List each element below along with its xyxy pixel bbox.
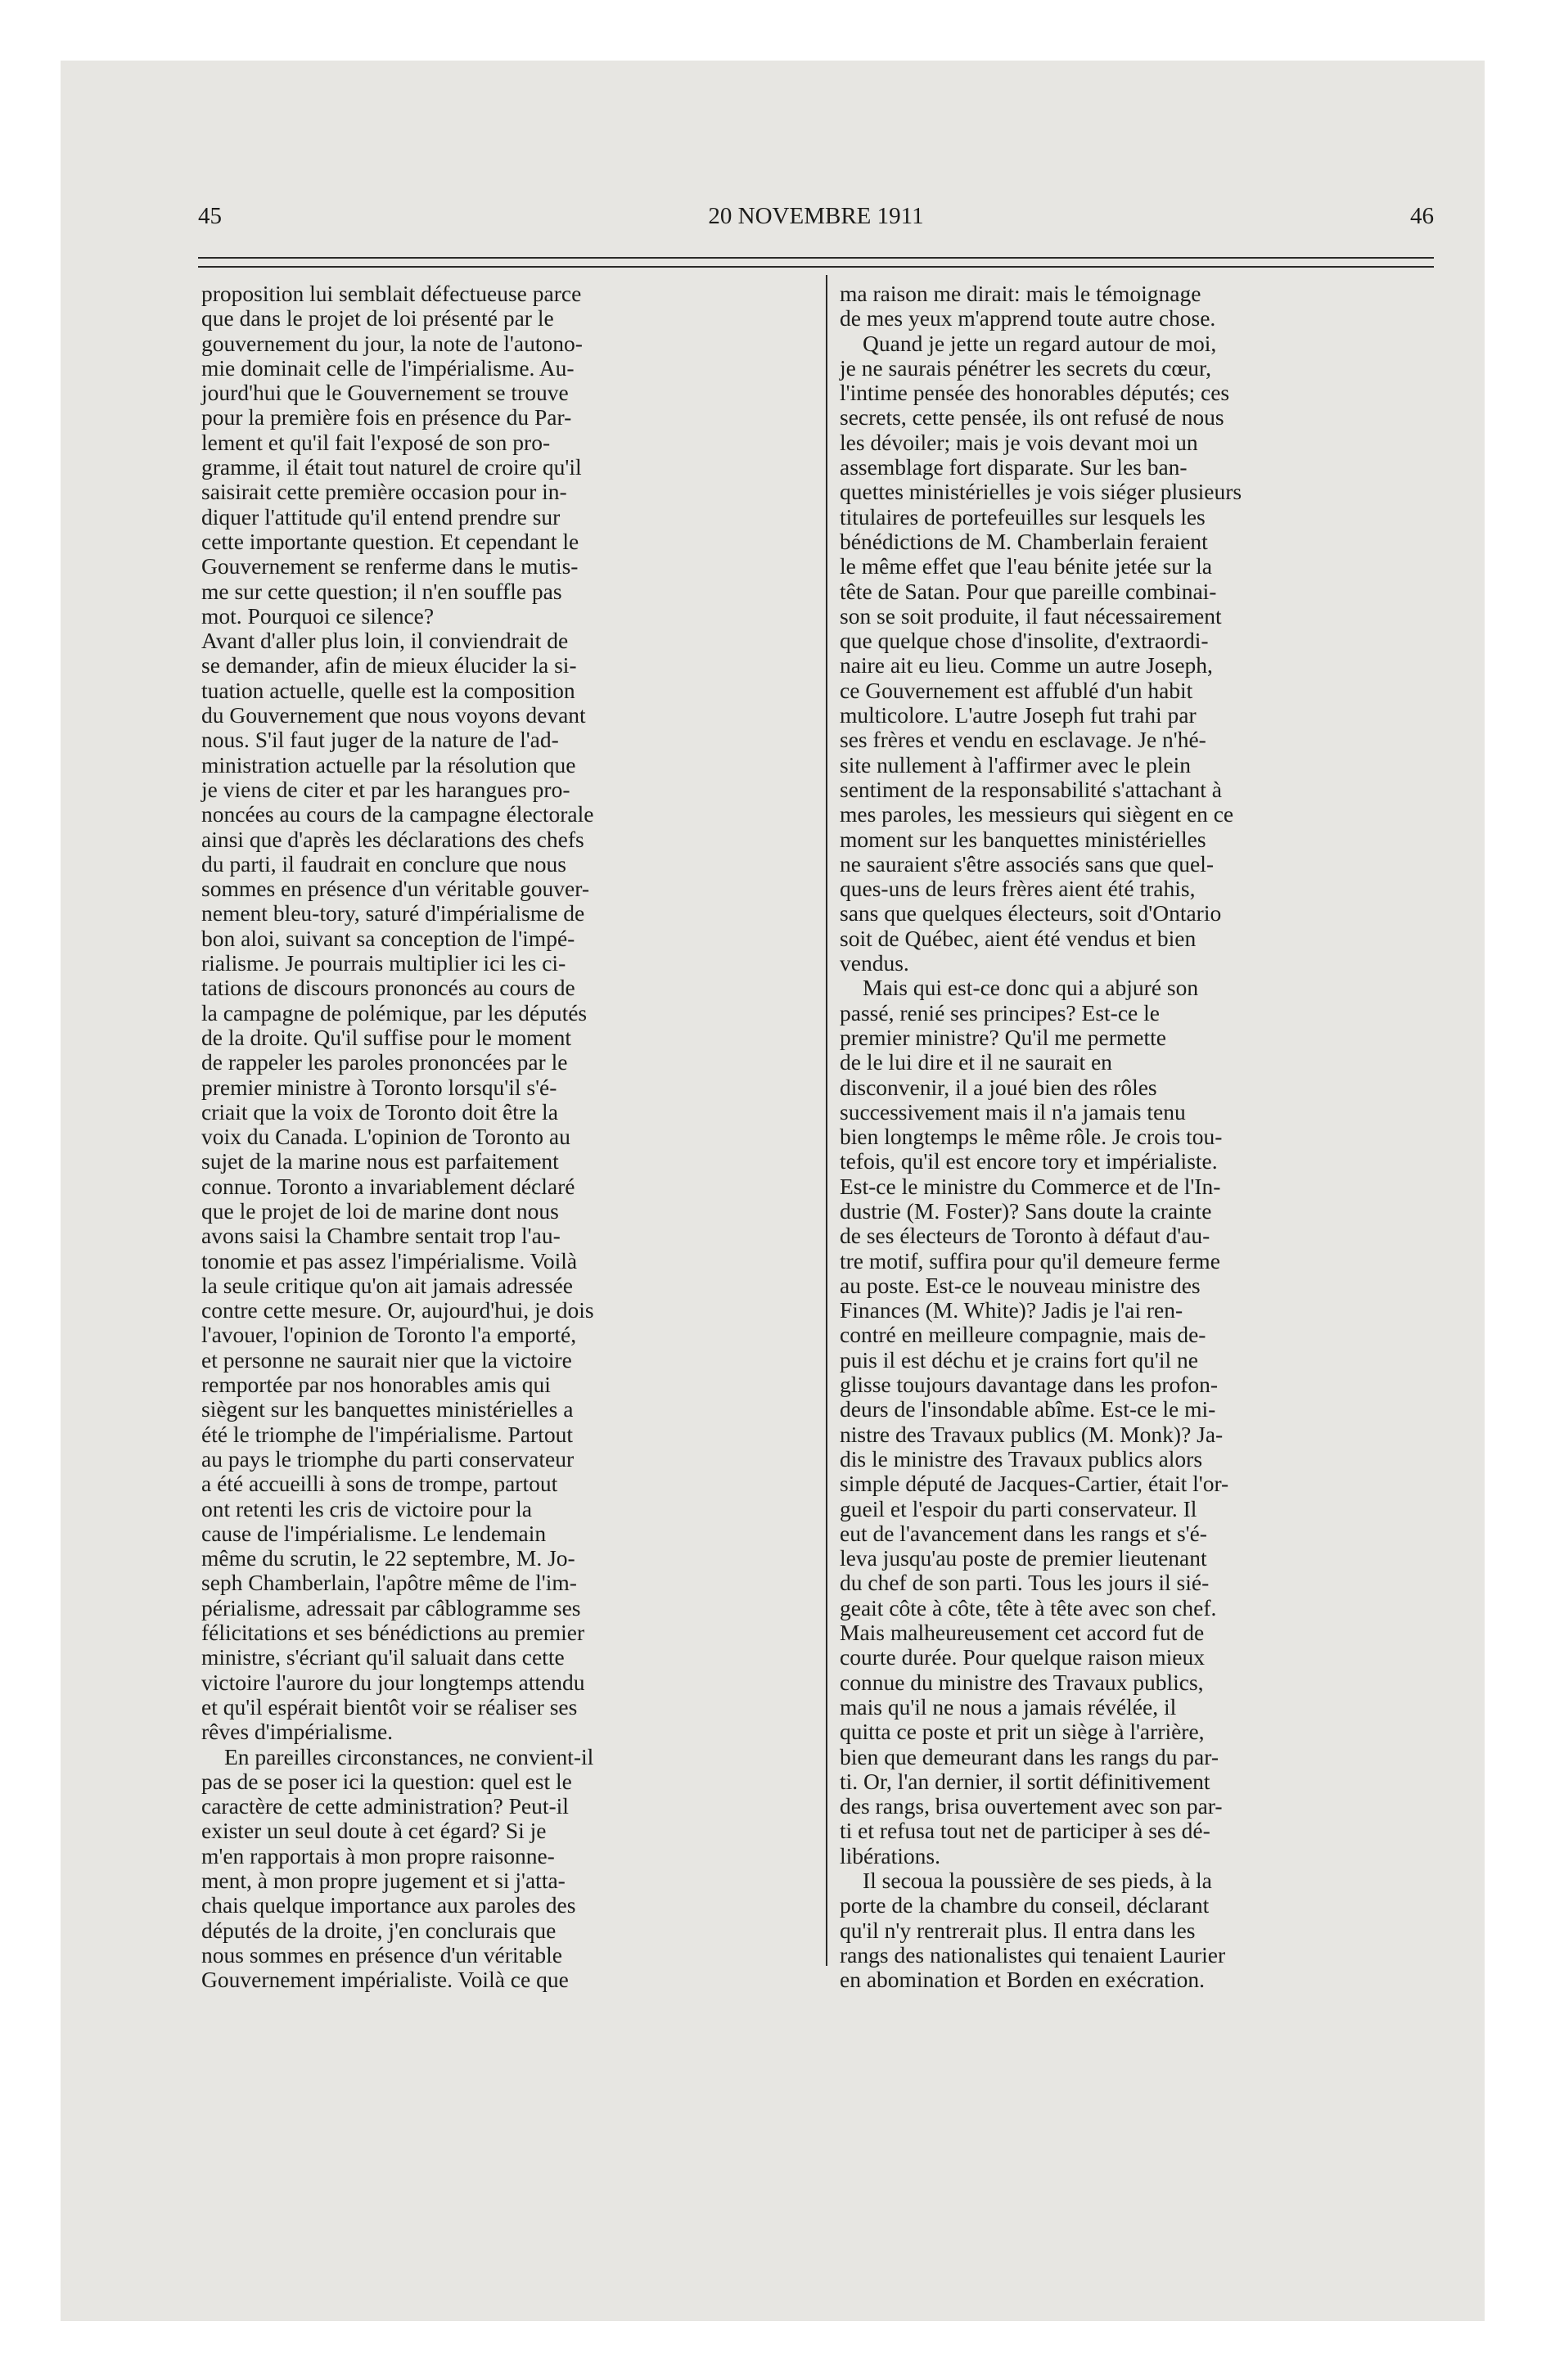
header-rule-bottom (198, 266, 1434, 268)
paragraph: Quand je jette un regard autour de moi, je ne saurais pénétrer les secrets du cœur, l'intime pensée des honorables députés; ces secrets, cette pensée, ils ont refusé de nous les dévoiler; mais je vois devant moi un assemblage fort disparate. Sur les ban- quettes ministérielles je vois siéger plusieurs titulaires de portefeuilles sur lesquels les bénédictions de M. Chamberlain feraient le même effet que l'eau bénite jetée sur la tête de Satan. Pour que pareille combinai- son se soit produite, il faut nécessairement que quelque chose d'insolite, d'extraordi- naire ait eu lieu. Comme un autre Joseph, ce Gouvernement est affublé d'un habit multicolore. L'autre Joseph fut trahi par ses frères et vendu en esclavage. Je n'hé- site nullement à l'affirmer avec le plein sentiment de la responsabilité s'attachant à mes paroles, les messieurs qui siègent en ce moment sur les banquettes ministérielles ne sauraient s'être associés sans que quel- ques-uns de leurs frères aient été trahis, sans que quelques électeurs, soit d'Ontario soit de Québec, aient été vendus et bien vendus. (840, 330, 1242, 976)
page-number-right: 46 (1410, 203, 1434, 229)
paragraph: Mais qui est-ce donc qui a abjuré son passé, renié ses principes? Est-ce le premier ministre? Qu'il me permette de le lui dire et il ne saurait en disconvenir, il a joué bien des rôles successivement mais il n'a jamais tenu bien longtemps le même rôle. Je crois tou- tefois, qu'il est encore tory et impérialiste. Est-ce le ministre du Commerce et de l'In- dustrie (M. Foster)? Sans doute la crainte de ses électeurs de Toronto à défaut d'au- tre motif, suffira pour qu'il demeure ferme au poste. Est-ce le nouveau ministre des Finances (M. White)? Jadis je l'ai ren- contré en meilleure compagnie, mais de- puis il est déchu et je crains fort qu'il ne glisse toujours davantage dans les profon- deurs de l'insondable abîme. Est-ce le mi- nistre des Travaux publics (M. Monk)? Ja- dis le ministre des Travaux publics alors simple député de Jacques-Cartier, était l'or- gueil et l'espoir du parti conservateur. Il eut de l'avancement dans les rangs et s'é- leva jusqu'au poste de premier lieutenant du chef de son parti. Tous les jours il sié- geait côte à côte, tête à tête avec son chef. Mais malheureusement cet accord fut de courte durée. Pour quelque raison mieux connue du ministre des Travaux publics, mais qu'il ne nous a jamais révélée, il quitta ce poste et prit un siège à l'arrière, bien que demeurant dans les rangs du par- ti. Or, l'an dernier, il sortit définitivement des rangs, brisa ouvertement avec son par- ti et refusa tout net de participer à ses dé- libérations. (840, 975, 1229, 1868)
paragraph: En pareilles circonstances, ne convient-il pas de se poser ici la question: quel est le caractère de cette administration? Peut-il exister un seul doute à cet égard? Si je m'en rapportais à mon propre raisonne- ment, à mon propre jugement et si j'atta- chais quelque importance aux paroles des députés de la droite, j'en conclurais que nous sommes en présence d'un véritable Gouvernement impérialiste. Voilà ce que (201, 1743, 594, 1993)
header-rule-top (198, 257, 1434, 259)
paragraph: Il secoua la poussière de ses pieds, à la porte de la chambre du conseil, déclarant qu'il n'y rentrerait plus. Il entra dans les rangs des nationalistes qui tenaient Laurier en abomination et Borden en exécration. (840, 1868, 1226, 1993)
paragraph: ma raison me dirait: mais le témoignage de mes yeux m'apprend toute autre chose. (840, 281, 1216, 331)
running-header (198, 198, 1434, 234)
header-date: 20 NOVEMBRE 1911 (708, 203, 924, 229)
column-divider (826, 275, 827, 1966)
left-column (201, 282, 812, 1992)
paragraph: proposition lui semblait défectueuse parce que dans le projet de loi présenté par le gouvernement du jour, la note de l'autono- mie dominait celle de l'impérialisme. Au- jourd'hui que le Gouvernement se trouve pour la première fois en présence du Par- lement et qu'il fait l'exposé de son pro- gramme, il était tout naturel de croire qu'il saisirait cette première occasion pour in- diquer l'attitude qu'il entend prendre sur cette importante question. Et cependant le Gouvernement se renferme dans le mutis- me sur cette question; il n'en souffle pas mot. Pourquoi ce silence? (201, 281, 583, 629)
right-column (840, 282, 1450, 1992)
paragraph: Avant d'aller plus loin, il conviendrait de se demander, afin de mieux élucider la si- tuation actuelle, quelle est la composition du Gouvernement que nous voyons devant nous. S'il faut juger de la nature de l'ad- ministration actuelle par la résolution que je viens de citer et par les harangues pro- noncées au cours de la campagne électorale ainsi que d'après les déclarations des chefs du parti, il faudrait en conclure que nous sommes en présence d'un véritable gouver- nement bleu-tory, saturé d'impérialisme de bon aloi, suivant sa conception de l'impé- rialisme. Je pourrais multiplier ici les ci- tations de discours prononcés au cours de la campagne de polémique, par les députés de la droite. Qu'il suffise pour le moment de rappeler les paroles prononcées par le premier ministre à Toronto lorsqu'il s'é- criait que la voix de Toronto doit être la voix du Canada. L'opinion de Toronto au sujet de la marine nous est parfaitement connue. Toronto a invariablement déclaré que le projet de loi de marine dont nous avons saisi la Chambre sentait trop l'au- tonomie et pas assez l'impérialisme. Voilà la seule critique qu'on ait jamais adressée contre cette mesure. Or, aujourd'hui, je dois l'avouer, l'opinion de Toronto l'a emporté, et personne ne saurait nier que la victoire remportée par nos honorables amis qui siègent sur les banquettes ministérielles a été le triomphe de l'impérialisme. Partout au pays le triomphe du parti conservateur a été accueilli à sons de trompe, partout ont retenti les cris de victoire pour la cause de l'impérialisme. Le lendemain même du scrutin, le 22 septembre, M. Jo- seph Chamberlain, l'apôtre même de l'im- périalisme, adressait par câblogramme ses félicitations et ses bénédictions au premier ministre, s'écriant qu'il saluait dans cette victoire l'aurore du jour longtemps attendu et qu'il espérait bientôt voir se réaliser ses rêves d'impérialisme. (201, 628, 594, 1745)
page-number-left: 45 (198, 203, 222, 229)
scanned-page (61, 61, 1485, 2321)
